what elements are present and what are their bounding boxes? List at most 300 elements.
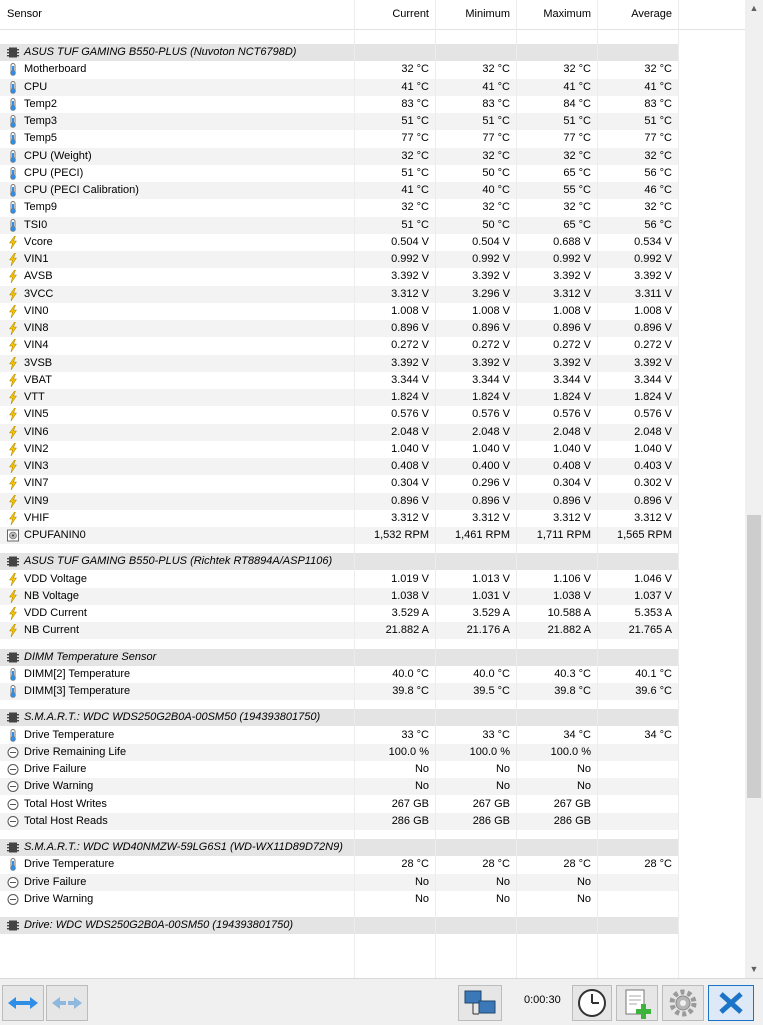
gear-icon (663, 986, 703, 1020)
current-value: 3.529 A (391, 607, 429, 619)
minimum-value: 0.576 V (472, 408, 510, 421)
average-value: 0.992 V (634, 253, 672, 265)
sensor-row-cpu-weight[interactable] (0, 148, 679, 165)
bolt-icon (7, 253, 19, 266)
sensor-name: Temp3 (24, 115, 58, 127)
sensor-name: Total Host Writes (24, 797, 107, 810)
current-value: 1.824 V (391, 391, 429, 403)
column-header-minimum[interactable]: Minimum (465, 8, 510, 20)
average-value: 56 °C (644, 218, 672, 231)
current-value: 286 GB (391, 814, 429, 827)
chip-icon (7, 555, 19, 568)
close-icon (709, 986, 753, 1020)
sensor-name: Total Host Reads (24, 814, 108, 827)
current-value: 77 °C (401, 132, 429, 145)
sensor-name: Drive Temperature (24, 728, 115, 741)
column-divider (678, 0, 679, 978)
sensor-name: NB Voltage (24, 589, 80, 602)
scroll-thumb[interactable] (747, 515, 761, 798)
current-value: 1.038 V (391, 589, 429, 602)
maximum-value: 3.344 V (553, 373, 591, 386)
group-header-row[interactable] (0, 709, 679, 726)
bolt-icon (7, 426, 19, 439)
sensor-row-vin2[interactable] (0, 441, 679, 458)
sensor-row-vin5[interactable] (0, 406, 679, 423)
average-value: 21.765 A (628, 624, 672, 637)
maximum-value: 39.8 °C (554, 685, 591, 697)
gauge-icon (7, 780, 19, 793)
current-value: 41 °C (401, 184, 429, 196)
column-header-maximum[interactable]: Maximum (543, 8, 591, 20)
current-value: 32 °C (401, 63, 429, 76)
average-value: 56 °C (644, 166, 672, 179)
average-value: 1.037 V (634, 589, 672, 602)
average-value: 51 °C (644, 115, 672, 127)
compact-layout-button[interactable] (46, 985, 88, 1021)
average-value: 0.576 V (634, 408, 672, 421)
sensor-row-drive-failure[interactable] (0, 761, 679, 778)
current-value: 3.392 V (391, 356, 429, 369)
minimum-value: 83 °C (482, 97, 510, 110)
sensor-row-cpu[interactable] (0, 79, 679, 96)
sensor-row-vin0[interactable] (0, 303, 679, 320)
current-value: 83 °C (401, 97, 429, 110)
sensor-row-drive-failure[interactable] (0, 874, 679, 891)
sensor-row-drive-warning[interactable] (0, 891, 679, 908)
minimum-value: 21.176 A (466, 624, 510, 637)
current-value: 0.504 V (391, 235, 429, 248)
maximum-value: 10.588 A (547, 607, 591, 619)
sensor-name: DIMM[3] Temperature (24, 685, 131, 697)
sensor-row-drive-warning[interactable] (0, 778, 679, 795)
bolt-icon (7, 408, 19, 421)
gauge-icon (7, 798, 19, 811)
minimum-value: No (495, 875, 510, 888)
column-header-current[interactable]: Current (392, 8, 429, 20)
sensor-row-temp5[interactable] (0, 130, 679, 147)
sensor-row-total-host-writes[interactable] (0, 796, 679, 813)
maximum-value: 1,711 RPM (536, 529, 591, 541)
bolt-icon (7, 573, 19, 586)
maximum-value: 1.008 V (553, 304, 591, 317)
sensor-name: VIN9 (24, 494, 49, 507)
current-value: 0.272 V (391, 339, 429, 352)
fan-icon (7, 529, 19, 542)
group-header-row[interactable] (0, 44, 679, 61)
current-value: 0.992 V (391, 253, 429, 265)
sensor-row-nb-current[interactable] (0, 622, 679, 639)
average-value: 1.046 V (634, 572, 672, 585)
minimum-value: 3.392 V (472, 356, 510, 369)
sensor-row-vdd-current[interactable] (0, 605, 679, 622)
sensor-name: Temp5 (24, 132, 58, 145)
switch-layout-button[interactable] (2, 985, 44, 1021)
current-value: 3.392 V (391, 270, 429, 283)
bolt-icon (7, 391, 19, 404)
current-value: 41 °C (401, 80, 429, 93)
minimum-value: 1.008 V (472, 304, 510, 317)
average-value: 77 °C (644, 132, 672, 145)
average-value: 0.302 V (634, 477, 672, 490)
group-title: ASUS TUF GAMING B550-PLUS (Richtek RT8894A/ASP1106) (24, 555, 333, 568)
minimum-value: 0.992 V (472, 253, 510, 265)
clock-icon (573, 986, 611, 1020)
arrows-icon (47, 986, 87, 1020)
maximum-value: 3.392 V (553, 356, 591, 369)
minimum-value: 1.031 V (472, 589, 510, 602)
group-title: ASUS TUF GAMING B550-PLUS (Nuvoton NCT6798D) (24, 46, 297, 58)
sensor-name: VIN5 (24, 408, 49, 421)
maximum-value: 34 °C (563, 728, 591, 741)
minimum-value: 28 °C (482, 858, 510, 871)
chip-icon (7, 919, 19, 932)
minimum-value: 77 °C (482, 132, 510, 145)
gauge-icon (7, 893, 19, 906)
minimum-value: 33 °C (482, 728, 510, 741)
sensor-row-vin3[interactable] (0, 458, 679, 475)
average-value: 3.312 V (634, 511, 672, 524)
sensor-row-tsi0[interactable] (0, 217, 679, 234)
current-value: 33 °C (401, 728, 429, 741)
sensor-name: VDD Current (24, 607, 87, 619)
maximum-value: 51 °C (563, 115, 591, 127)
maximum-value: 267 GB (553, 797, 591, 810)
average-value: 1.040 V (634, 442, 672, 455)
maximum-value: 21.882 A (547, 624, 591, 637)
sensor-name: Motherboard (24, 63, 87, 76)
sensor-row-drive-temperature[interactable] (0, 727, 679, 744)
chip-icon (7, 841, 19, 854)
average-value: 0.403 V (634, 460, 672, 472)
sensor-row-nb-voltage[interactable] (0, 588, 679, 605)
current-value: 2.048 V (391, 425, 429, 438)
current-value: 0.896 V (391, 322, 429, 334)
maximum-value: 0.992 V (553, 253, 591, 265)
maximum-value: 0.576 V (553, 408, 591, 421)
minimum-value: No (495, 892, 510, 905)
current-value: 32 °C (401, 149, 429, 162)
sensor-row-motherboard[interactable] (0, 61, 679, 78)
column-divider (516, 0, 517, 978)
group-header-row[interactable] (0, 917, 679, 934)
sensor-row-cpu-peci-calibration[interactable] (0, 182, 679, 199)
group-title: S.M.A.R.T.: WDC WD40NMZW-59LG6S1 (WD-WX11D89D72N9) (24, 841, 343, 853)
close-button[interactable] (708, 985, 754, 1021)
current-value: 3.312 V (391, 287, 429, 300)
sensor-name: CPUFANIN0 (24, 529, 86, 541)
timer-button[interactable] (572, 985, 612, 1021)
sensor-name: Drive Remaining Life (24, 745, 127, 758)
average-value: 2.048 V (634, 425, 672, 438)
maximum-value: 40.3 °C (554, 667, 591, 680)
column-header (0, 0, 745, 30)
sensor-name: Drive Failure (24, 763, 87, 775)
current-value: 51 °C (401, 115, 429, 127)
sensor-name: VIN6 (24, 425, 49, 438)
maximum-value: 0.408 V (553, 460, 591, 472)
current-value: No (414, 763, 429, 775)
sensor-row-vbat[interactable] (0, 372, 679, 389)
sensor-row-drive-temperature[interactable] (0, 856, 679, 873)
timer-readout: 0:00:30 (524, 994, 561, 1006)
sensor-row-temp2[interactable] (0, 96, 679, 113)
average-value: 0.534 V (634, 235, 672, 248)
maximum-value: 65 °C (563, 218, 591, 231)
sensor-row-total-host-reads[interactable] (0, 813, 679, 830)
current-value: No (414, 892, 429, 905)
sensor-name: Drive Warning (24, 780, 94, 793)
maximum-value: 0.688 V (553, 235, 591, 248)
minimum-value: 50 °C (482, 218, 510, 231)
average-value: 3.392 V (634, 356, 672, 369)
sensor-name: VIN8 (24, 322, 49, 334)
current-value: 1.040 V (391, 442, 429, 455)
minimum-value: 32 °C (482, 63, 510, 76)
maximum-value: 84 °C (563, 97, 591, 110)
bolt-icon (7, 460, 19, 473)
current-value: 3.312 V (391, 511, 429, 524)
bolt-icon (7, 339, 19, 352)
minimum-value: 0.896 V (472, 494, 510, 507)
sensor-row-cpu-peci[interactable] (0, 165, 679, 182)
maximum-value: No (576, 780, 591, 793)
thermometer-icon (7, 858, 19, 871)
current-value: 51 °C (401, 166, 429, 179)
scroll-up-icon[interactable]: ▲ (749, 3, 759, 13)
logging-button[interactable] (616, 985, 658, 1021)
bolt-icon (7, 236, 19, 249)
bottom-toolbar (0, 978, 763, 1025)
bolt-icon (7, 624, 19, 637)
minimum-value: No (495, 780, 510, 793)
group-header-row[interactable] (0, 649, 679, 666)
current-value: No (414, 780, 429, 793)
current-value: 0.576 V (391, 408, 429, 421)
group-title: Drive: WDC WDS250G2B0A-00SM50 (194393801750) (24, 919, 294, 931)
minimum-value: 0.272 V (472, 339, 510, 352)
sensor-row-vin6[interactable] (0, 424, 679, 441)
average-value: 28 °C (644, 858, 672, 871)
current-value: 267 GB (391, 797, 429, 810)
column-divider (354, 0, 355, 978)
maximum-value: 3.392 V (553, 270, 591, 283)
column-divider (597, 0, 598, 978)
maximum-value: 3.312 V (553, 511, 591, 524)
minimum-value: 0.400 V (472, 460, 510, 472)
minimum-value: 0.504 V (472, 235, 510, 248)
maximum-value: 2.048 V (553, 425, 591, 438)
sensor-name: VIN2 (24, 442, 49, 455)
sensor-row-vin7[interactable] (0, 475, 679, 492)
average-value: 83 °C (644, 97, 672, 110)
minimum-value: 3.344 V (472, 373, 510, 386)
sensor-row-vtt[interactable] (0, 389, 679, 406)
sensor-name: VIN7 (24, 477, 49, 490)
average-value: 1.008 V (634, 304, 672, 317)
gauge-icon (7, 746, 19, 759)
minimum-value: 50 °C (482, 166, 510, 179)
maximum-value: 1.040 V (553, 442, 591, 455)
sensor-row-vin1[interactable] (0, 251, 679, 268)
current-value: 28 °C (401, 858, 429, 871)
thermometer-icon (7, 219, 19, 232)
minimum-value: 100.0 % (469, 745, 510, 758)
thermometer-icon (7, 685, 19, 698)
bolt-icon (7, 322, 19, 335)
chip-icon (7, 711, 19, 724)
current-value: 1.019 V (391, 572, 429, 585)
sensor-name: AVSB (24, 270, 53, 283)
maximum-value: 55 °C (563, 184, 591, 196)
minimum-value: 1.040 V (472, 442, 510, 455)
minimum-value: 3.392 V (472, 270, 510, 283)
sensor-row-drive-remaining-life[interactable] (0, 744, 679, 761)
maximum-value: 32 °C (563, 149, 591, 162)
sensor-row-3vcc[interactable] (0, 286, 679, 303)
gauge-icon (7, 815, 19, 828)
thermometer-icon (7, 668, 19, 681)
current-value: 100.0 % (388, 745, 429, 758)
minimum-value: 0.896 V (472, 322, 510, 334)
thermometer-icon (7, 167, 19, 180)
average-value: 46 °C (644, 184, 672, 196)
sensor-name: TSI0 (24, 218, 48, 231)
current-value: 32 °C (401, 201, 429, 214)
current-value: 51 °C (401, 218, 429, 231)
sensor-name: NB Current (24, 624, 80, 637)
minimum-value: 40 °C (482, 184, 510, 196)
minimum-value: 3.312 V (472, 511, 510, 524)
thermometer-icon (7, 201, 19, 214)
bolt-icon (7, 305, 19, 318)
bolt-icon (7, 357, 19, 370)
sensor-name: CPU (PECI) (24, 166, 84, 179)
average-value: 3.392 V (634, 270, 672, 283)
sensor-name: Drive Temperature (24, 858, 115, 871)
sensor-name: VIN1 (24, 253, 49, 265)
minimum-value: 1.013 V (472, 572, 510, 585)
sensor-row-temp9[interactable] (0, 199, 679, 216)
maximum-value: No (576, 763, 591, 775)
sensor-name: Temp9 (24, 201, 58, 214)
sensor-name: Drive Warning (24, 892, 94, 905)
maximum-value: 286 GB (553, 814, 591, 827)
sensor-row-temp3[interactable] (0, 113, 679, 130)
maximum-value: 0.272 V (553, 339, 591, 352)
current-value: 39.8 °C (392, 685, 429, 697)
sensor-row-vin9[interactable] (0, 493, 679, 510)
average-value: 32 °C (644, 63, 672, 76)
minimum-value: 41 °C (482, 80, 510, 93)
sensor-name: CPU (PECI Calibration) (24, 184, 139, 196)
settings-button[interactable] (662, 985, 704, 1021)
group-header-row[interactable] (0, 839, 679, 856)
sensor-name: 3VSB (24, 356, 53, 369)
sensor-row-avsb[interactable] (0, 268, 679, 285)
network-button[interactable] (458, 985, 502, 1021)
sensor-row-cpufanin0[interactable] (0, 527, 679, 544)
average-value: 34 °C (644, 728, 672, 741)
maximum-value: 3.312 V (553, 287, 591, 300)
current-value: 0.408 V (391, 460, 429, 472)
maximum-value: 1.106 V (553, 572, 591, 585)
minimum-value: No (495, 763, 510, 775)
thermometer-icon (7, 63, 19, 76)
average-value: 0.896 V (634, 494, 672, 507)
scroll-down-icon[interactable]: ▼ (749, 964, 759, 974)
current-value: No (414, 875, 429, 888)
bolt-icon (7, 607, 19, 620)
sensor-row-dimm-2-temperature[interactable] (0, 666, 679, 683)
average-value: 5.353 A (634, 607, 672, 619)
sensor-row-vin8[interactable] (0, 320, 679, 337)
sensor-name: Temp2 (24, 97, 58, 110)
gauge-icon (7, 763, 19, 776)
average-value: 3.344 V (634, 373, 672, 386)
minimum-value: 0.296 V (472, 477, 510, 490)
maximum-value: 1.824 V (553, 391, 591, 403)
bolt-icon (7, 590, 19, 603)
minimum-value: 1.824 V (472, 391, 510, 403)
chip-icon (7, 46, 19, 59)
vertical-scrollbar[interactable] (745, 0, 763, 978)
sensor-name: VIN0 (24, 304, 49, 317)
maximum-value: No (576, 875, 591, 888)
sensor-row-vdd-voltage[interactable] (0, 571, 679, 588)
thermometer-icon (7, 132, 19, 145)
bolt-icon (7, 495, 19, 508)
bolt-icon (7, 477, 19, 490)
sensor-row-vhif[interactable] (0, 510, 679, 527)
current-value: 1.008 V (391, 304, 429, 317)
maximum-value: 28 °C (563, 858, 591, 871)
average-value: 0.896 V (634, 322, 672, 334)
maximum-value: 77 °C (563, 132, 591, 145)
sensor-name: VIN3 (24, 460, 49, 472)
current-value: 40.0 °C (392, 667, 429, 680)
average-value: 40.1 °C (635, 667, 672, 680)
bolt-icon (7, 288, 19, 301)
minimum-value: 2.048 V (472, 425, 510, 438)
group-title: DIMM Temperature Sensor (24, 650, 157, 663)
maximum-value: 100.0 % (550, 745, 591, 758)
sensor-row-vin4[interactable] (0, 337, 679, 354)
sensor-row-3vsb[interactable] (0, 355, 679, 372)
bolt-icon (7, 270, 19, 283)
current-value: 0.896 V (391, 494, 429, 507)
minimum-value: 39.5 °C (473, 685, 510, 697)
minimum-value: 3.296 V (472, 287, 510, 300)
minimum-value: 32 °C (482, 201, 510, 214)
maximum-value: 32 °C (563, 63, 591, 76)
average-value: 1,565 RPM (616, 529, 672, 541)
maximum-value: No (576, 892, 591, 905)
sensor-row-vcore[interactable] (0, 234, 679, 251)
sensor-row-dimm-3-temperature[interactable] (0, 683, 679, 700)
maximum-value: 32 °C (563, 201, 591, 214)
group-header-row[interactable] (0, 553, 679, 570)
column-header-sensor[interactable]: Sensor (7, 8, 42, 20)
average-value: 1.824 V (634, 391, 672, 403)
maximum-value: 41 °C (563, 80, 591, 93)
bolt-icon (7, 374, 19, 387)
minimum-value: 32 °C (482, 149, 510, 162)
sensor-name: VIN4 (24, 339, 49, 352)
minimum-value: 286 GB (472, 814, 510, 827)
column-header-average[interactable]: Average (631, 8, 672, 20)
sensor-name: CPU (Weight) (24, 149, 92, 162)
maximum-value: 65 °C (563, 166, 591, 179)
